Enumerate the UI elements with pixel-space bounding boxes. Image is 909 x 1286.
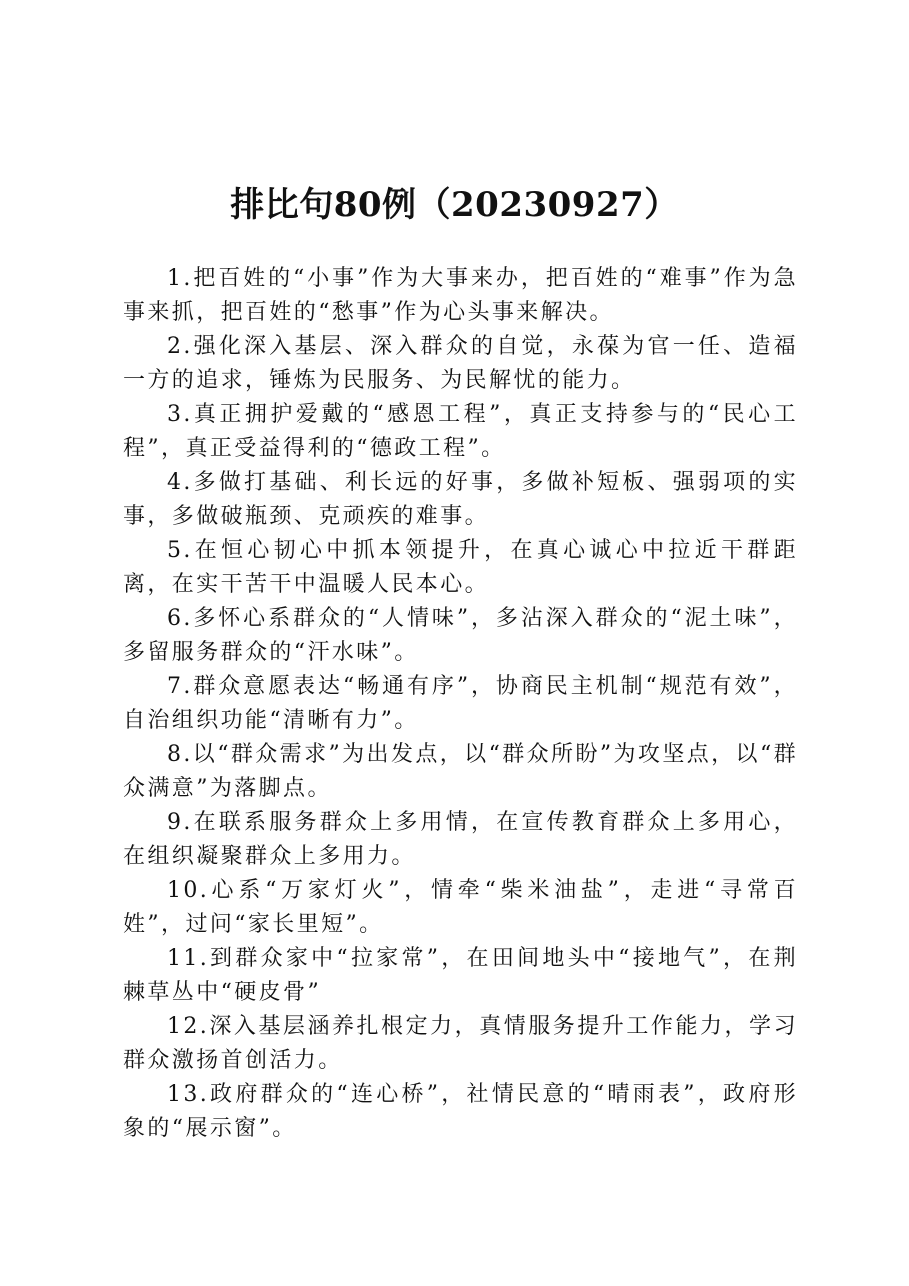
document-body [123,262,798,1146]
list-item: 6.多怀心系群众的“人情味”，多沾深入群众的“泥土味”，多留服务群众的“汗水味”。 [123,606,798,665]
list-item: 3.真正拥护爱戴的“感恩工程”，真正支持参与的“民心工程”，真正受益得利的“德政工程”。 [123,402,798,461]
list-item: 13.政府群众的“连心桥”，社情民意的“晴雨表”，政府形象的“展示窗”。 [123,1082,798,1141]
list-item: 8.以“群众需求”为出发点，以“群众所盼”为攻坚点，以“群众满意”为落脚点。 [123,742,798,801]
list-item: 10.心系“万家灯火”，情牵“柴米油盐”，走进“寻常百姓”，过问“家长里短”。 [123,878,798,937]
list-item: 12.深入基层涵养扎根定力，真情服务提升工作能力，学习群众激扬首创活力。 [123,1014,798,1073]
list-item: 4.多做打基础、利长远的好事，多做补短板、强弱项的实事，多做破瓶颈、克顽疾的难事。 [123,470,798,529]
list-item: 5.在恒心韧心中抓本领提升，在真心诚心中拉近干群距离，在实干苦干中温暖人民本心。 [123,538,798,597]
list-item: 9.在联系服务群众上多用情，在宣传教育群众上多用心，在组织凝聚群众上多用力。 [123,810,798,869]
document-title: 排比句80例（20230927） [230,185,679,225]
list-item: 1.把百姓的“小事”作为大事来办，把百姓的“难事”作为急事来抓，把百姓的“愁事”作为心头事来解决。 [123,266,798,325]
list-item: 11.到群众家中“拉家常”，在田间地头中“接地气”，在荆棘草丛中“硬皮骨” [123,946,798,1005]
list-item: 2.强化深入基层、深入群众的自觉，永葆为官一任、造福一方的追求，锤炼为民服务、为民解忧的能力。 [123,334,798,393]
list-item: 7.群众意愿表达“畅通有序”，协商民主机制“规范有效”，自治组织功能“清晰有力”。 [123,674,798,733]
